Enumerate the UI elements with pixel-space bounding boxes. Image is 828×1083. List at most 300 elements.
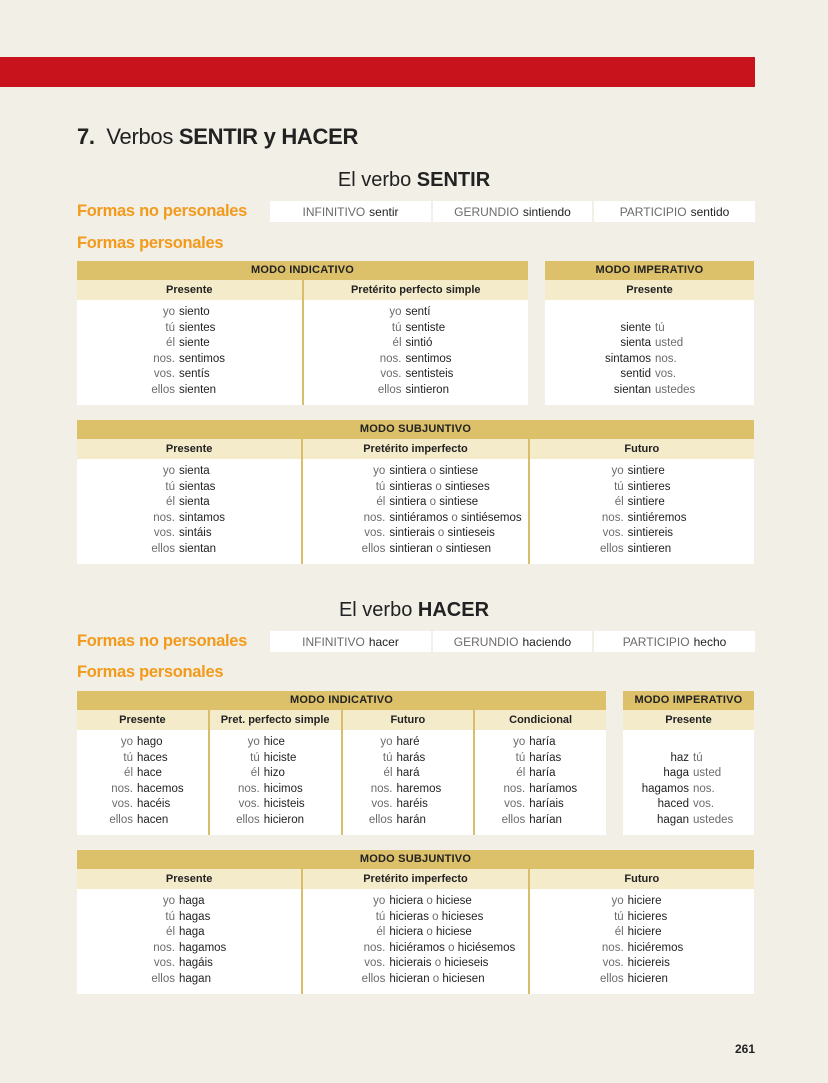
form-alternative: sintiésemos	[460, 511, 522, 524]
pronoun: él	[166, 337, 175, 350]
pronoun: nos.	[370, 782, 393, 795]
conjugation-row	[530, 894, 754, 910]
pronoun: ellos	[361, 972, 386, 985]
form-primary: haréis	[396, 798, 428, 811]
pronoun: yo	[611, 895, 624, 907]
form-primary: hará	[396, 767, 420, 780]
tense-column	[77, 869, 301, 994]
form-primary: hiciere	[627, 926, 662, 939]
conjugation-row	[210, 782, 341, 798]
form-primary: sintierais	[389, 527, 435, 540]
pronoun: yo	[380, 736, 393, 748]
verb-form	[175, 542, 301, 558]
verb-form	[393, 797, 474, 813]
form-primary: sintiéramos	[389, 511, 449, 524]
conjugation-row	[77, 305, 302, 321]
verb-form	[175, 495, 301, 511]
pronoun: yo	[373, 465, 386, 477]
pronoun: tú	[375, 480, 386, 493]
conjugation-row	[343, 751, 474, 767]
verb-form	[175, 480, 301, 496]
pronoun: ellos	[151, 972, 175, 985]
verb-form	[525, 766, 606, 782]
verb-form	[385, 495, 527, 511]
verb-form	[385, 464, 527, 480]
verb-form	[402, 352, 529, 368]
pronoun: vos.	[371, 798, 393, 811]
form-primary: hicieres	[627, 910, 668, 923]
tense-title: Futuro	[343, 710, 474, 730]
tense-column	[528, 439, 754, 564]
conjugation-row	[475, 766, 606, 782]
conjugation-row	[475, 782, 606, 798]
conjugation-row	[343, 766, 474, 782]
verb-form	[175, 925, 301, 941]
form-primary: hago	[137, 736, 163, 748]
pronoun: vos.	[153, 368, 175, 381]
conjugation-row	[304, 305, 529, 321]
conjugation-row	[530, 956, 754, 972]
verb-form	[402, 367, 529, 383]
form-primary: sintiere	[627, 496, 665, 509]
pronoun: vos.	[380, 368, 402, 381]
mode-header: MODO INDICATIVO	[77, 261, 528, 280]
verb-form	[260, 813, 341, 829]
verb-form	[260, 735, 341, 751]
conjugation-row	[210, 797, 341, 813]
form-primary: hace	[137, 767, 162, 780]
pronoun: él	[124, 767, 133, 780]
form-primary: haría	[529, 767, 556, 780]
form-primary: sienten	[179, 383, 217, 396]
conjugation-row	[623, 735, 754, 751]
pronoun: tú	[391, 321, 402, 334]
form-primary: harán	[396, 813, 426, 826]
verb-form	[175, 352, 302, 368]
form-primary: sientes	[179, 321, 216, 334]
conjunction-o: o	[444, 941, 458, 954]
verb-form	[260, 751, 341, 767]
conjugation-row	[530, 526, 754, 542]
tense-title: Pretérito imperfecto	[303, 439, 527, 459]
conjugation-row	[210, 751, 341, 767]
conjugation-row	[530, 464, 754, 480]
verb-form	[624, 526, 754, 542]
pronoun: vos.	[693, 798, 715, 811]
conjugation-row	[303, 910, 527, 926]
conjunction-o: o	[448, 511, 461, 524]
pronoun: nos.	[503, 782, 526, 795]
tense-title: Pretérito perfecto simple	[304, 280, 529, 300]
conjugation-row	[545, 321, 754, 337]
pronoun: tú	[375, 910, 386, 923]
conjugation-list	[304, 300, 529, 405]
verb-form	[385, 910, 527, 926]
hacer-title: El verbo HACER	[338, 599, 490, 621]
form-primary: sienta	[179, 496, 210, 509]
verb-form	[133, 813, 208, 829]
verb-form	[175, 894, 301, 910]
form-primary: hice	[263, 736, 285, 748]
form-primary: hicieren	[627, 972, 668, 985]
tense-column	[528, 869, 754, 994]
conjugation-list	[77, 459, 301, 564]
conjugation-row	[303, 925, 527, 941]
pronoun: nos.	[655, 352, 677, 365]
verb-form	[385, 941, 527, 957]
conjugation-row	[77, 956, 301, 972]
pronoun	[689, 735, 754, 751]
form-primary: sintiera	[389, 496, 427, 509]
conjugation-row	[210, 735, 341, 751]
conjugation-row	[304, 352, 529, 368]
pronoun: ellos	[501, 813, 526, 826]
conjugation-row	[77, 782, 208, 798]
verb-form	[525, 751, 606, 767]
pronoun: vos.	[111, 798, 133, 811]
pronoun: vos.	[153, 527, 175, 540]
hacer-no-personales-label: Formas no personales	[77, 632, 248, 650]
conjunction-o: o	[434, 527, 448, 540]
tense-column	[341, 710, 474, 835]
pronoun: vos.	[153, 957, 175, 970]
pronoun: yo	[513, 736, 526, 748]
verb-form	[385, 956, 527, 972]
mode-header: MODO IMPERATIVO	[623, 691, 754, 710]
form-primary: sintieran	[389, 542, 433, 555]
sentir-gerundio: GERUNDIO sintiendo	[433, 201, 592, 222]
pronoun: tú	[614, 910, 624, 923]
verb-form	[402, 305, 529, 321]
columns	[77, 869, 754, 994]
form-primary: hiciere	[627, 895, 662, 907]
verb-form: siente	[620, 321, 651, 334]
conjugation-row	[530, 910, 754, 926]
tense-title: Pret. perfecto simple	[210, 710, 341, 730]
tense-column	[208, 710, 341, 835]
verb-form	[624, 542, 754, 558]
verb-form	[402, 383, 529, 399]
verb-form: sienta	[620, 337, 651, 350]
hacer-personales-label: Formas personales	[77, 663, 224, 681]
conjugation-row	[77, 972, 301, 988]
conjugation-row	[77, 941, 301, 957]
conjugation-row	[77, 751, 208, 767]
conjugation-list	[77, 300, 302, 405]
pronoun: yo	[120, 736, 133, 748]
pronoun: él	[250, 767, 260, 780]
form-primary: sintieron	[405, 383, 449, 396]
form-primary: haremos	[396, 782, 442, 795]
verb-form: sentid	[620, 368, 651, 381]
conjugation-row	[530, 925, 754, 941]
tense-title: Futuro	[530, 869, 754, 889]
verb-form	[175, 526, 301, 542]
pronoun: nos.	[379, 352, 402, 365]
verb-form	[260, 782, 341, 798]
form-primary: hicieran	[389, 972, 430, 985]
hacer-participio: PARTICIPIO hecho	[594, 631, 755, 652]
pronoun: yo	[162, 895, 175, 907]
conjunction-o: o	[431, 957, 445, 970]
sentir-title: El verbo SENTIR	[337, 169, 491, 191]
hacer-subjuntivo-table	[77, 850, 754, 994]
conjugation-row	[77, 480, 301, 496]
pronoun: tú	[693, 751, 703, 764]
pronoun: ustedes	[693, 813, 734, 826]
verb-form: hagamos	[641, 782, 689, 795]
hacer-gerundio: GERUNDIO haciendo	[433, 631, 592, 652]
tense-column	[77, 439, 301, 564]
conjugation-row	[77, 813, 208, 829]
conjugation-row	[77, 352, 302, 368]
pronoun: ellos	[600, 542, 624, 555]
conjugation-row	[303, 542, 527, 558]
pronoun: ellos	[600, 972, 624, 985]
tense-title: Presente	[545, 280, 754, 300]
verb-form	[624, 480, 754, 496]
pronoun: él	[166, 496, 175, 509]
conjugation-row	[77, 383, 302, 399]
tense-title: Futuro	[530, 439, 754, 459]
form-primary: siente	[179, 337, 210, 350]
verb-form	[385, 972, 527, 988]
chapter-color-bar	[0, 57, 755, 87]
tense-title: Condicional	[475, 710, 606, 730]
columns	[77, 280, 528, 405]
tense-title: Presente	[623, 710, 754, 730]
form-primary: hicisteis	[263, 798, 305, 811]
tense-title: Presente	[77, 710, 208, 730]
verb-form	[175, 464, 301, 480]
conjugation-row	[304, 321, 529, 337]
form-primary: haga	[179, 895, 205, 907]
conjugation-list	[343, 730, 474, 835]
pronoun: tú	[123, 751, 133, 764]
form-primary: sintió	[405, 337, 433, 350]
conjugation-row	[545, 336, 754, 352]
pronoun: nos.	[601, 941, 624, 954]
verb-form	[133, 735, 208, 751]
pronoun: vos.	[655, 368, 677, 381]
hacer-indicativo-table	[77, 691, 606, 835]
verb-form	[525, 735, 606, 751]
pronoun: tú	[165, 480, 175, 493]
conjugation-list	[303, 889, 527, 994]
tense-column	[473, 710, 606, 835]
conjugation-list	[77, 730, 208, 835]
sentir-subjuntivo-table	[77, 420, 754, 564]
columns	[77, 439, 754, 564]
conjunction-o: o	[429, 972, 443, 985]
verb-form	[175, 383, 302, 399]
pronoun: vos.	[364, 957, 386, 970]
conjugation-row	[475, 813, 606, 829]
form-primary: hacemos	[137, 782, 184, 795]
chapter-title: 7. Verbos SENTIR y HACER	[77, 124, 359, 149]
form-primary: sintiéremos	[627, 511, 687, 524]
pronoun: él	[516, 767, 526, 780]
form-primary: haga	[179, 926, 205, 939]
pronoun: tú	[165, 910, 175, 923]
form-primary: hiciera	[389, 895, 424, 907]
columns	[77, 710, 606, 835]
form-primary: harías	[529, 751, 562, 764]
verb-form	[260, 766, 341, 782]
form-primary: haríais	[529, 798, 564, 811]
pronoun: ellos	[109, 813, 133, 826]
tense-title: Presente	[77, 439, 301, 459]
form-primary: hiciereis	[627, 957, 670, 970]
verb-form	[393, 813, 474, 829]
pronoun: él	[392, 337, 402, 350]
conjugation-row	[77, 495, 301, 511]
verb-form	[385, 480, 527, 496]
verb-form	[624, 464, 754, 480]
form-primary: sientas	[179, 480, 216, 493]
form-primary: sentimos	[405, 352, 452, 365]
conjugation-row	[475, 735, 606, 751]
verb-form	[175, 941, 301, 957]
conjugation-row	[303, 511, 527, 527]
verb-form	[624, 941, 754, 957]
pronoun: tú	[165, 321, 175, 334]
conjugation-row	[210, 813, 341, 829]
conjugation-row	[623, 782, 754, 798]
conjugation-row	[77, 735, 208, 751]
form-primary: siento	[179, 306, 210, 318]
pronoun: ellos	[151, 383, 175, 396]
conjugation-row	[77, 526, 301, 542]
form-primary: sintiere	[627, 465, 665, 477]
conjugation-row	[77, 464, 301, 480]
form-primary: hagáis	[179, 957, 213, 970]
conjugation-row	[77, 766, 208, 782]
form-primary: hiciste	[263, 751, 297, 764]
conjugation-row	[77, 321, 302, 337]
pronoun: nos.	[153, 511, 175, 524]
mode-header: MODO SUBJUNTIVO	[77, 850, 754, 869]
form-primary: hacen	[137, 813, 169, 826]
verb-form	[175, 956, 301, 972]
form-alternative: hiciese	[436, 926, 472, 939]
form-primary: harás	[396, 751, 426, 764]
conjugation-row	[77, 910, 301, 926]
pronoun: ustedes	[655, 383, 696, 396]
tense-column	[77, 710, 208, 835]
conjugation-row	[475, 797, 606, 813]
pronoun	[651, 305, 754, 321]
conjugation-row	[530, 480, 754, 496]
verb-form	[393, 782, 474, 798]
verb-form: sintamos	[604, 352, 651, 365]
pronoun: tú	[250, 751, 260, 764]
verb-form	[402, 336, 529, 352]
conjugation-row	[303, 894, 527, 910]
pronoun: vos.	[602, 957, 624, 970]
form-primary: hacéis	[137, 798, 171, 811]
pronoun: él	[383, 767, 393, 780]
pronoun: nos.	[111, 782, 133, 795]
form-primary: haré	[396, 736, 420, 748]
conjugation-list	[530, 459, 754, 564]
conjugation-list	[303, 459, 527, 564]
form-primary: hicieron	[263, 813, 305, 826]
verb-form	[385, 925, 527, 941]
pronoun: usted	[655, 337, 684, 350]
conjugation-row	[304, 336, 529, 352]
form-alternative: sintieses	[444, 480, 490, 493]
conjugation-row	[77, 336, 302, 352]
verb-form: haga	[663, 767, 689, 780]
verb-form	[133, 782, 208, 798]
pronoun: yo	[247, 736, 260, 748]
conjugation-row	[303, 480, 527, 496]
pronoun: él	[166, 926, 175, 939]
pronoun: ellos	[151, 542, 175, 555]
conjugation-row	[343, 813, 474, 829]
form-alternative: hicieseis	[444, 957, 489, 970]
conjugation-row	[530, 495, 754, 511]
pronoun: él	[376, 496, 386, 509]
verb-form	[175, 972, 301, 988]
conjugation-row	[303, 941, 527, 957]
sentir-participio: PARTICIPIO sentido	[594, 201, 755, 222]
pronoun: nos.	[693, 782, 715, 795]
conjugation-row	[210, 766, 341, 782]
verb-form	[624, 972, 754, 988]
pronoun: tú	[382, 751, 393, 764]
sentir-no-personales-label: Formas no personales	[77, 202, 248, 220]
conjugation-row	[77, 542, 301, 558]
pronoun: ellos	[361, 542, 386, 555]
verb-form	[175, 336, 302, 352]
tense-title: Presente	[77, 280, 302, 300]
hacer-imperativo-table	[623, 691, 754, 835]
pronoun: vos.	[602, 527, 624, 540]
form-primary: haces	[137, 751, 168, 764]
hacer-infinitivo: INFINITIVO hacer	[270, 631, 431, 652]
verb-form	[545, 305, 651, 321]
mode-header: MODO SUBJUNTIVO	[77, 420, 754, 439]
verb-form	[393, 751, 474, 767]
pronoun: él	[614, 496, 624, 509]
conjunction-o: o	[432, 542, 446, 555]
form-primary: haría	[529, 736, 556, 748]
conjugation-list	[530, 889, 754, 994]
form-primary: sintieres	[627, 480, 671, 493]
conjugation-row	[77, 797, 208, 813]
verb-form	[175, 910, 301, 926]
form-primary: sintiera	[389, 465, 427, 477]
form-primary: hizo	[263, 767, 285, 780]
conjugation-row	[304, 383, 529, 399]
pronoun: vos.	[238, 798, 260, 811]
pronoun: nos.	[363, 941, 386, 954]
verb-form	[623, 735, 689, 751]
verb-form: sientan	[613, 383, 651, 396]
conjugation-row	[303, 526, 527, 542]
conjugation-row	[530, 941, 754, 957]
form-alternative: hiciésemos	[457, 941, 516, 954]
form-primary: hiciera	[389, 926, 424, 939]
verb-form	[175, 511, 301, 527]
pronoun: él	[614, 926, 624, 939]
form-primary: hiciéramos	[389, 941, 445, 954]
conjugation-row	[303, 464, 527, 480]
verb-form	[175, 321, 302, 337]
conjugation-row	[623, 813, 754, 829]
